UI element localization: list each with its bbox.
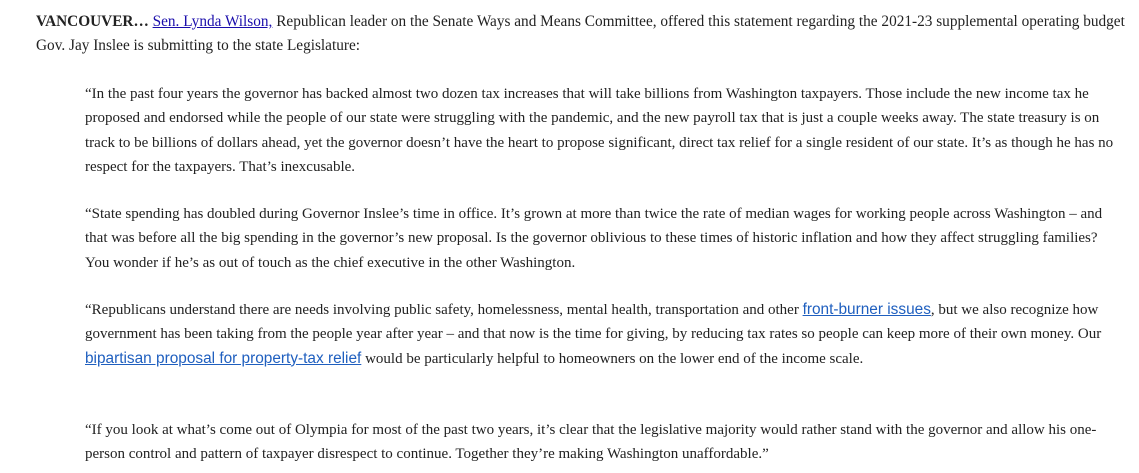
quote-paragraph-3 xyxy=(85,298,1115,371)
lead-text: Republican leader on the Senate Ways and Means Committee, offered this statement regarding the 2021-23 supplemental operating budget Gov. Jay Inslee is submitting to the state Legislature: xyxy=(36,13,1125,54)
quote-paragraph-1: “In the past four years the governor has backed almost two dozen tax increases that will take billions from Washington taxpayers. Those include the new income tax he proposed and endorsed while the people of our state were struggling with the pandemic, and the new payroll tax that is just a couple weeks away. The state treasury is on track to be billions of dollars ahead, yet the governor doesn’t have the heart to propose significant, direct tax relief for a single resident of our state. It’s as though he has no respect for the taxpayers. That’s inexcusable. xyxy=(85,86,1114,175)
quote-paragraph-2: “State spending has doubled during Governor Inslee’s time in office. It’s grown at more than twice the rate of median wages for working people across Washington – and that was before all the big spending in the governor’s new proposal. Is the governor oblivious to these times of historic inflation and how they affect struggling families? You wonder if he’s as out of touch as the chief executive in the other Washington. xyxy=(85,206,1103,271)
lead-paragraph xyxy=(36,10,1136,58)
quote-3-text-2: , but we also recognize how government has been taking from the people year after year – and that now is the time for giving, by reducing tax rates so people can keep more of their own money. Our xyxy=(85,302,1102,343)
quote-paragraph-4: “If you look at what’s come out of Olympia for most of the past two years, it’s clear that the legislative majority would rather stand with the governor and allow his one-person control and pattern of taxpayer disrespect to continue. Together they’re making Washington unaffordable.” xyxy=(85,422,1097,463)
quote-3-text-3: would be particularly helpful to homeowners on the lower end of the income scale. xyxy=(361,350,864,367)
dateline: VANCOUVER… xyxy=(36,13,149,30)
senator-link[interactable]: Sen. Lynda Wilson, xyxy=(152,13,273,30)
front-burner-issues-link[interactable]: front-burner issues xyxy=(802,301,931,318)
quote-3-text-1: “Republicans understand there are needs involving public safety, homelessness, mental health, transportation and other xyxy=(85,302,803,318)
property-tax-relief-link[interactable]: bipartisan proposal for property-tax relief xyxy=(85,349,362,367)
